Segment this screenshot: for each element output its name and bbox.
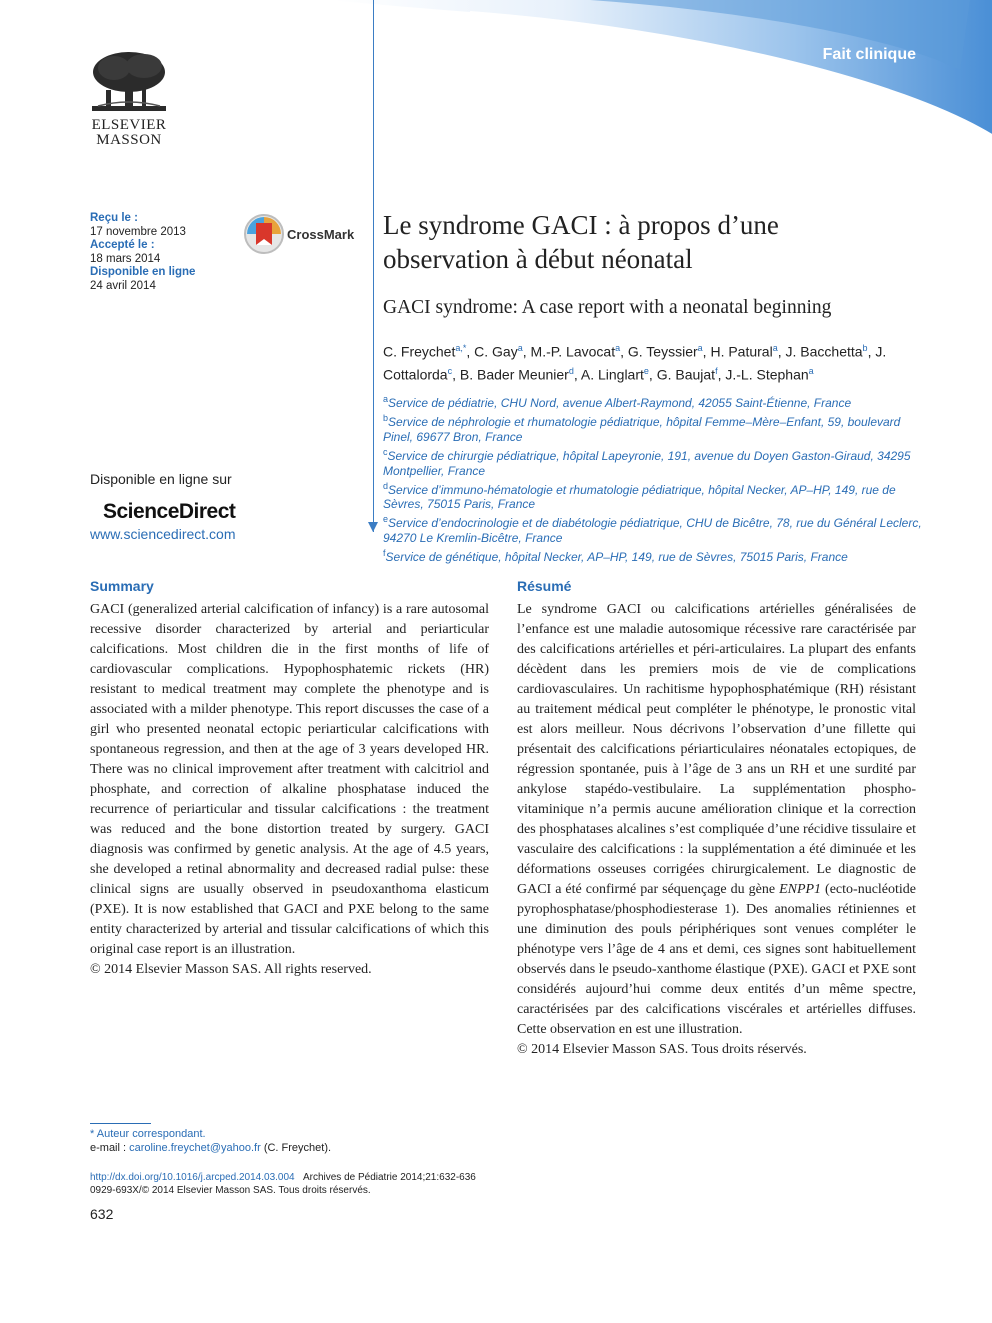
- author-name: G. Teyssier: [627, 343, 698, 360]
- journal-citation: Archives de Pédiatrie 2014;21:632-636: [302, 1172, 476, 1183]
- accepted-value: 18 mars 2014: [90, 252, 161, 265]
- summary-body: GACI (generalized arterial calcification of infancy) is a rare autosomal recessive disorder characterized by arterial and periarticular calcifications. Most children die in the first months of life of cardiovascular complications. Hypophosphatemic rickets (HR) resistant to medical treatment may complete the phenotype and is associated with a milder phenotype. This report discusses the case of a girl who presented neonatal ectopic periarticular calcifications with spontaneous regression, and then at the age of 3 years developed HR. There was no clinical improvement after treatment with calcitriol and phosphate, and correction of alkaline phosphatase induced the recurrence of periarticular and tissular calcifications : the treatment was reduced and the bone distortion treated by surgery. GACI diagnosis was confirmed by genetic analysis. At the age of 4.5 years, she developed a retinal abnormality and decreased radial pulse: these clinical signs are usually observed in pseudoxanthoma elasticum (PXE). It is now established that GACI and PXE belong to the same entity characterized by arterial and tissular calcifications of which this original case report is an illustration.: [90, 602, 489, 957]
- author-name: J. Bacchetta: [785, 343, 863, 360]
- email-note: [90, 1142, 331, 1154]
- resume-copyright: © 2014 Elsevier Masson SAS. Tous droits réservés.: [517, 1042, 807, 1057]
- affiliation-letter: a: [383, 394, 389, 404]
- author-affiliation-mark[interactable]: a: [772, 343, 778, 353]
- resume-heading: Résumé: [517, 578, 572, 594]
- doi-link[interactable]: http://dx.doi.org/10.1016/j.arcped.2014.03.004: [90, 1172, 295, 1183]
- publisher-name-line1: ELSEVIER: [91, 117, 167, 133]
- resume-column: [517, 600, 916, 1060]
- crossmark-badge[interactable]: [243, 213, 354, 255]
- resume-body-part2: (ecto-nucléotide pyrophosphatase/phosphodiesterase 1). Des anomalies rétiniennes et une diminution des pouls périphériques sont venues compléter le phénotype vers l’âge de 4 ans et demi, ces signes sont habituellement observés dans le pseudo-xanthome élastique (PXE). GACI et PXE sont considérés aujourd’hui comme deux entités d’un même spectre, caractérisées par des calcifications viscérales et artérielles diffuses. Cette observation en est une illustration.: [517, 882, 917, 1037]
- affiliation-list: [383, 392, 923, 565]
- affiliation-text: Service d’immuno-hématologie et rhumatologie pédiatrique, hôpital Necker, AP–HP, 149, rue de Sèvres, 75015 Paris, France: [383, 482, 896, 512]
- affiliation-item: [383, 479, 923, 513]
- affiliation-item: [383, 392, 923, 411]
- article-dates: [90, 212, 195, 294]
- author-name: M.-P. Lavocat: [530, 343, 616, 360]
- affiliation-text: Service de néphrologie et rhumatologie pédiatrique, hôpital Femme–Mère–Enfant, 59, boulevard Pinel, 69677 Bron, France: [383, 414, 901, 444]
- affiliation-letter: e: [383, 514, 389, 525]
- affiliation-letter: c: [383, 446, 388, 457]
- publisher-name-line2: MASSON: [96, 132, 162, 148]
- author-name: C. Gay: [474, 343, 518, 360]
- rule-arrow-icon: [368, 522, 378, 532]
- email-label: e-mail :: [90, 1142, 127, 1154]
- received-label: Reçu le :: [90, 212, 138, 224]
- sciencedirect-logo[interactable]: ScienceDirect: [103, 500, 236, 523]
- author-name: A. Linglart: [580, 366, 644, 383]
- affiliation-item: [383, 445, 923, 479]
- corresponding-author-note: [90, 1128, 206, 1140]
- page-number: 632: [90, 1206, 114, 1222]
- email-owner: (C. Freychet).: [263, 1142, 332, 1154]
- vertical-rule: [373, 0, 374, 532]
- sciencedirect-link[interactable]: www.sciencedirect.com: [90, 526, 236, 542]
- affiliation-text: Service de chirurgie pédiatrique, hôpital Lapeyronie, 191, avenue du Doyen Gaston-Giraud, 34295 Montpellier, France: [383, 448, 911, 478]
- crossmark-label: CrossMark: [287, 226, 355, 242]
- summary-heading: Summary: [90, 578, 154, 594]
- corresponding-mark: *: [90, 1128, 95, 1140]
- affiliation-text: Service d’endocrinologie et de diabétologie pédiatrique, CHU de Bicêtre, 78, rue du Général Leclerc, 94270 Le Kremlin-Bicêtre, France: [383, 516, 922, 546]
- corresponding-label: Auteur correspondant.: [96, 1128, 206, 1140]
- affiliation-letter: b: [383, 412, 389, 423]
- affiliation-item: [383, 512, 923, 546]
- accepted-label: Accepté le :: [90, 239, 155, 252]
- author-affiliation-mark[interactable]: f: [715, 365, 718, 376]
- author-affiliation-mark[interactable]: e: [643, 365, 649, 376]
- author-list: C. Freychet$^{a,*}$, C. Gay$^a$, M.-P. Lavocat$^a$, G. Teyssier$^a$, H. Patural$^a$, J. Bacchetta$^b$, J. Cottalorda$^c$, B. Bader Meunier$^d$, A. Linglart$^e$, G. Baujat$^f$, J.-L. Stephan$^a$: [383, 343, 887, 383]
- availability-label: Disponible en ligne sur: [90, 471, 232, 487]
- author-affiliation-mark[interactable]: a: [517, 343, 523, 353]
- affiliation-text: Service de génétique, hôpital Necker, AP–HP, 149, rue de Sèvres, 75015 Paris, France: [385, 550, 848, 565]
- received-value: 17 novembre 2013: [90, 225, 186, 238]
- summary-copyright: © 2014 Elsevier Masson SAS. All rights reserved.: [90, 962, 372, 977]
- author-affiliation-mark[interactable]: a: [615, 343, 621, 353]
- email-link[interactable]: caroline.freychet@yahoo.fr: [129, 1142, 261, 1154]
- crossmark-icon: [243, 213, 285, 255]
- resume-body-part1: Le syndrome GACI ou calcifications artérielles généralisées de l’enfance est une maladie autosomique récessive rare caractérisée par des calcifications artérielles et péri-articulaires. La plupart des enfants décèdent dans les premiers mois de vie de complications cardiovasculaires. Un rachitisme hypophosphatémique (RH) résistant au traitement médical peut compléter le phénotype, le pronostic vital est alors meilleur. Nous décrivons l’observation d’une fillette qui présentait des calcifications périarticulaires néonatales ectopiques, de régression spontanée, puis à l’âge de 3 ans un RH et une surdité par ankylose stapédo-vestibulaire. La supplémentation phospho-vitaminique n’a permis aucune amélioration clinique et la correction des phosphatases alcalines s’est compliquée d’une récidive tissulaire et vasculaire des calcifications : la supplémentation a été diminuée et les déformations osseuses corrigées chirurgicalement. Le diagnostic de GACI a été confirmé par séquençage du gène: [517, 602, 916, 897]
- gene-name: ENPP1: [779, 882, 822, 897]
- tree-logo-icon: [84, 48, 174, 118]
- article-subtitle: GACI syndrome: A case report with a neonatal beginning: [383, 297, 832, 318]
- resume-body: [517, 600, 916, 1040]
- article-title: Le syndrome GACI : à propos d’une observation à début néonatal: [383, 210, 779, 274]
- author-name: C. Freychet: [383, 343, 456, 360]
- affiliation-item: [383, 546, 923, 565]
- author-affiliation-mark[interactable]: c: [447, 365, 453, 376]
- author-name: J.-L. Stephan: [725, 366, 809, 383]
- section-label: Fait clinique: [822, 46, 916, 63]
- affiliation-letter: f: [383, 548, 386, 559]
- author-name: J. Cottalorda: [383, 343, 887, 383]
- publication-info: [90, 1172, 476, 1197]
- author-affiliation-mark[interactable]: a,*: [455, 343, 467, 353]
- publisher-logo: [84, 48, 174, 148]
- affiliation-item: [383, 411, 923, 445]
- author-affiliation-mark[interactable]: a: [808, 365, 814, 376]
- issn-line: 0929-693X/© 2014 Elsevier Masson SAS. Tous droits réservés.: [90, 1184, 371, 1196]
- online-value: 24 avril 2014: [90, 279, 156, 292]
- author-name: B. Bader Meunier: [459, 366, 569, 383]
- summary-column: [90, 600, 489, 980]
- online-label: Disponible en ligne: [90, 266, 196, 279]
- affiliation-letter: d: [383, 480, 389, 491]
- author-affiliation-mark[interactable]: b: [862, 343, 868, 353]
- author-name: G. Baujat: [656, 366, 716, 383]
- affiliation-text: Service de pédiatrie, CHU Nord, avenue Albert-Raymond, 42055 Saint-Étienne, France: [388, 396, 852, 410]
- footnote-rule: [90, 1123, 151, 1124]
- author-name: H. Patural: [710, 343, 773, 360]
- author-affiliation-mark[interactable]: a: [697, 343, 703, 353]
- author-affiliation-mark[interactable]: d: [568, 365, 574, 376]
